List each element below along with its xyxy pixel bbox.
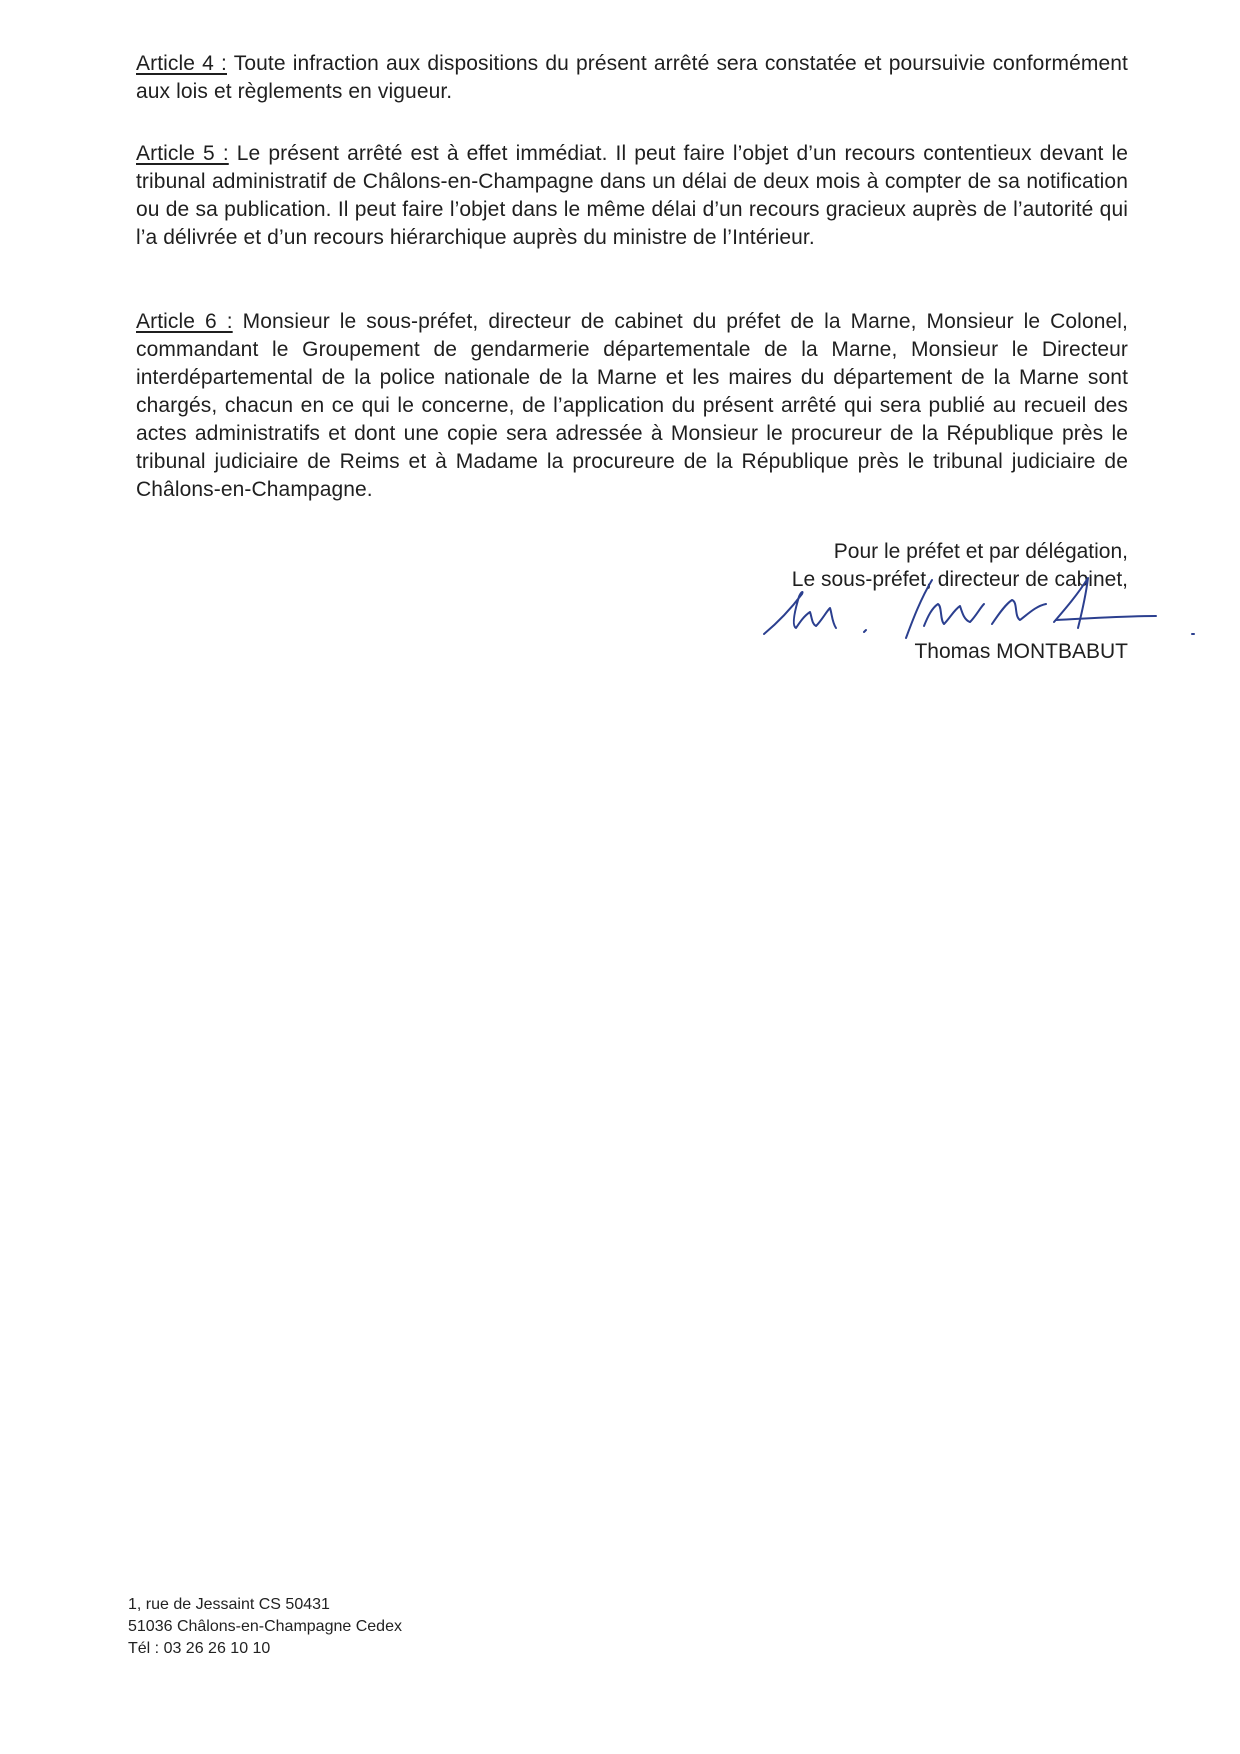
footer-phone: Tél : 03 26 26 10 10 [128,1640,271,1657]
footer-city: 51036 Châlons-en-Champagne Cedex [128,1618,402,1635]
signatory-name: Thomas MONTBABUT [914,640,1128,663]
article-6-text: Monsieur le sous-préfet, directeur de cabinet du préfet de la Marne, Monsieur le Colonel, commandant le Groupement de gendarmerie départementale de la Marne, Monsieur le Directeur interdépartemental de la police nationale de la Marne et les maires du département de la Marne sont chargés, chacun en ce qui le concerne, de l’application du présent arrêté qui sera publié au recueil des actes administratifs et dont une copie sera adressée à Monsieur le procureur de la République près le tribunal judiciaire de Reims et à Madame la procureure de la République près le tribunal judiciaire de Châlons-en-Champagne. [136,310,1128,501]
signatory-title: Le sous-préfet, directeur de cabinet, [791,568,1128,591]
footer-address-block [128,1594,402,1660]
handwritten-signature [756,572,1206,644]
article-5-label: Article 5 : [136,142,229,165]
article-4 [136,50,1128,106]
article-6 [136,308,1128,504]
article-5 [136,140,1128,252]
article-4-text: Toute infraction aux dispositions du présent arrêté sera constatée et poursuivie conformément aux lois et règlements en vigueur. [136,52,1128,103]
article-6-label: Article 6 : [136,310,233,333]
article-5-text: Le présent arrêté est à effet immédiat. Il peut faire l’objet d’un recours contentieux devant le tribunal administratif de Châlons-en-Champagne dans un délai de deux mois à compter de sa notification ou de sa publication. Il peut faire l’objet dans le même délai d’un recours gracieux auprès de l’autorité qui l’a délivrée et d’un recours hiérarchique auprès du ministre de l’Intérieur. [136,142,1128,249]
footer-street: 1, rue de Jessaint CS 50431 [128,1596,330,1613]
delegation-line: Pour le préfet et par délégation, [833,540,1128,563]
article-4-label: Article 4 : [136,52,227,75]
